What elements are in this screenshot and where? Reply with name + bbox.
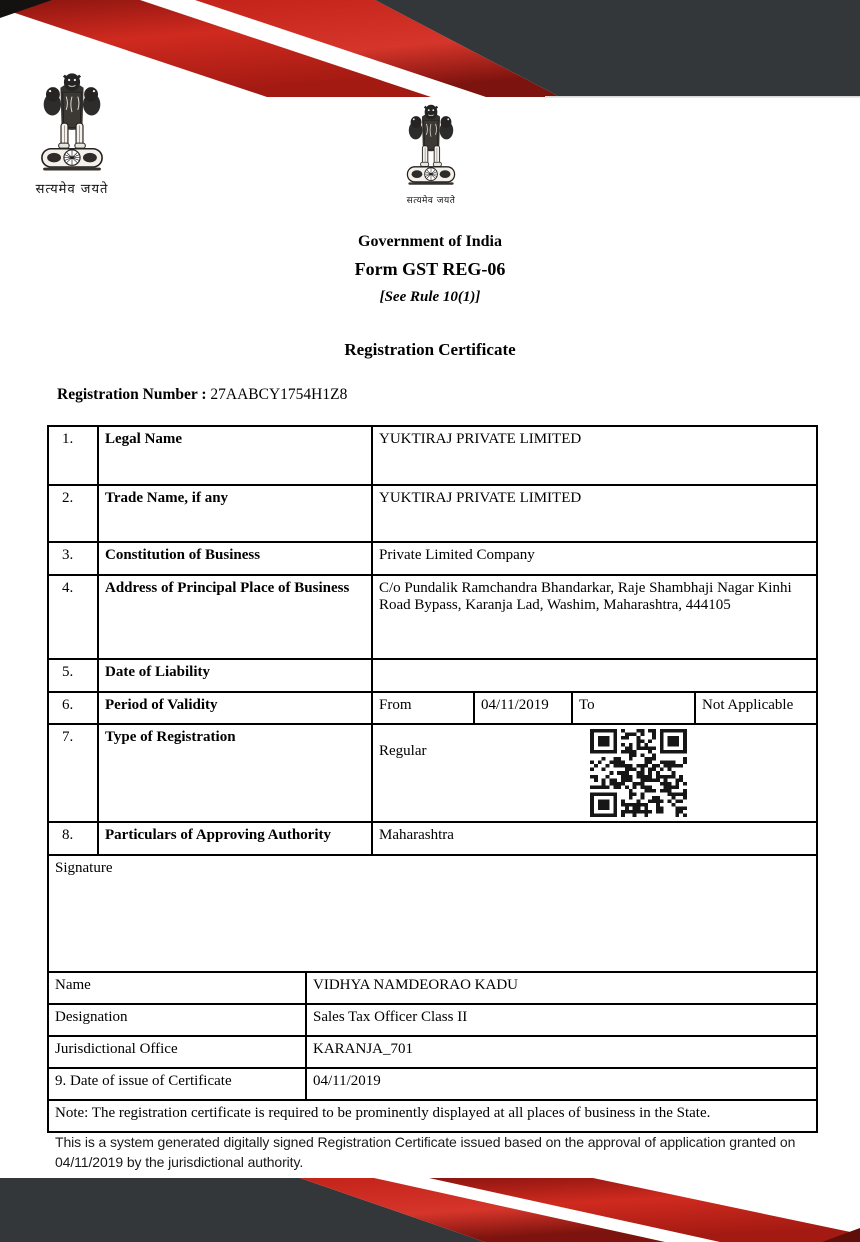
title-registration-certificate: Registration Certificate: [344, 340, 516, 359]
emblem-motto: सत्यमेव जयते: [35, 182, 109, 197]
value-cell: Sales Tax Officer Class II: [305, 1005, 816, 1035]
validity-from-value-cell: 04/11/2019: [473, 693, 571, 723]
serial-cell: 8.: [62, 827, 74, 843]
table-row-trade-name: [49, 484, 816, 541]
value-cell: 04/11/2019: [305, 1069, 816, 1099]
value-cell: Maharashtra: [371, 823, 816, 854]
label-cell: Constitution of Business: [97, 543, 371, 574]
label-cell: Jurisdictional Office: [55, 1041, 178, 1057]
label-cell: Address of Principal Place of Business: [97, 576, 371, 658]
top-decorative-band: [0, 0, 860, 98]
value-cell: [371, 660, 816, 691]
registration-number-line: [57, 386, 347, 404]
officer-row-jurisdictional-office: [49, 1035, 816, 1067]
serial-cell: 2.: [62, 490, 74, 506]
officer-row-name: [49, 971, 816, 1003]
value-cell: [371, 725, 816, 821]
officer-row-designation: [49, 1003, 816, 1035]
validity-to-label-cell: To: [571, 693, 694, 723]
table-row-type-of-registration: [49, 723, 816, 821]
label-cell: Type of Registration: [97, 725, 371, 821]
value-cell: VIDHYA NAMDEORAO KADU: [305, 973, 816, 1003]
registration-table: [47, 425, 818, 1133]
title-form-gst-reg06: Form GST REG-06: [354, 259, 506, 279]
label-cell: Legal Name: [97, 427, 371, 484]
serial-cell: 5.: [62, 664, 74, 680]
table-row-constitution: [49, 541, 816, 574]
registration-number-value: 27AABCY1754H1Z8: [210, 386, 348, 403]
value-cell: Private Limited Company: [371, 543, 816, 574]
serial-cell: 6.: [62, 697, 74, 713]
table-row-period-of-validity: [49, 691, 816, 723]
emblem-center: [396, 102, 466, 206]
table-row-legal-name: [49, 427, 816, 484]
state-emblem-icon: [402, 102, 460, 186]
table-row-address: [49, 574, 816, 658]
label-cell: Name: [55, 977, 91, 993]
value-cell: YUKTIRAJ PRIVATE LIMITED: [371, 427, 816, 484]
registration-number-label: Registration Number :: [57, 386, 207, 403]
label-cell: Trade Name, if any: [97, 486, 371, 541]
label-cell: 9. Date of issue of Certificate: [55, 1073, 232, 1089]
label-cell: Particulars of Approving Authority: [97, 823, 371, 854]
value-cell: C/o Pundalik Ramchandra Bhandarkar, Raje Shambhaji Nagar Kinhi Road Bypass, Karanja Lad, Washim, Maharashtra, 444105: [371, 576, 816, 658]
emblem-motto: सत्यमेव जयते: [406, 196, 456, 206]
serial-cell: 7.: [62, 729, 74, 745]
value-cell: YUKTIRAJ PRIVATE LIMITED: [371, 486, 816, 541]
emblem-left: [24, 70, 120, 197]
officer-row-date-of-issue: [49, 1067, 816, 1099]
state-emblem-icon: [35, 70, 109, 172]
qr-code-icon: [590, 729, 687, 817]
serial-cell: 1.: [62, 431, 74, 447]
value-cell: KARANJA_701: [305, 1037, 816, 1067]
bottom-decorative-band: [0, 1178, 860, 1242]
label-cell: Date of Liability: [97, 660, 371, 691]
table-row-approving-authority: [49, 821, 816, 854]
label-cell: Designation: [55, 1009, 128, 1025]
label-cell: Period of Validity: [97, 693, 371, 723]
table-row-date-of-liability: [49, 658, 816, 691]
title-government-of-india: Government of India: [358, 233, 502, 250]
signature-row: [49, 854, 816, 971]
registration-type-value: Regular: [379, 743, 427, 759]
validity-from-label-cell: From: [371, 693, 473, 723]
note-cell: Note: The registration certificate is required to be prominently displayed at all places of business in the State.: [55, 1105, 711, 1121]
title-see-rule: [See Rule 10(1)]: [379, 289, 481, 305]
serial-cell: 4.: [62, 580, 74, 596]
serial-cell: 3.: [62, 547, 74, 563]
validity-to-value-cell: Not Applicable: [694, 693, 816, 723]
footer-system-generated-text: This is a system generated digitally signed Registration Certificate issued based on the approval of application granted on 04/11/2019 by the jurisdictional authority.: [55, 1134, 796, 1170]
signature-cell: Signature: [55, 860, 113, 876]
note-row: [49, 1099, 816, 1131]
